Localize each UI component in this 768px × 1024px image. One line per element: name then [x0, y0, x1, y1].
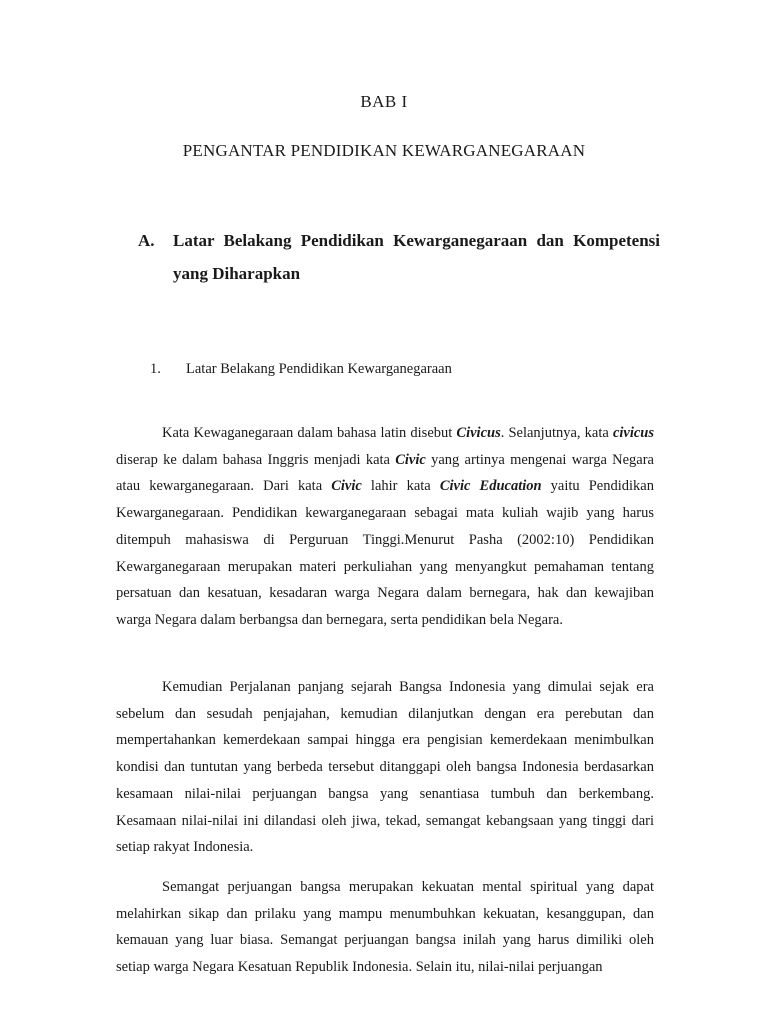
- paragraph-1: [116, 420, 654, 634]
- section-title: Latar Belakang Pendidikan Kewarganegaraan dan Kompetensi yang Diharapkan: [173, 231, 660, 283]
- p1-term-civic-2: Civic: [331, 478, 362, 495]
- p1-term-civic-education: Civic Education: [439, 478, 542, 495]
- p1-term-civicus-1: Civicus: [456, 425, 501, 441]
- chapter-label: BAB I: [360, 92, 408, 111]
- p1-text-2: . Selanjutnya, kata: [500, 425, 613, 441]
- p1-text-3: diserap ke dalam bahasa Inggris menjadi kata: [116, 451, 396, 468]
- section-letter: A.: [138, 231, 155, 250]
- subsection-number: 1.: [150, 361, 161, 377]
- subsection-title: Latar Belakang Pendidikan Kewarganegaraan: [186, 361, 452, 377]
- section-heading: [138, 224, 660, 290]
- chapter-title: PENGANTAR PENDIDIKAN KEWARGANEGARAAN: [182, 141, 586, 160]
- paragraph-2: [116, 674, 654, 861]
- p1-term-civicus-2: civicus: [612, 425, 655, 441]
- p1-term-civic-1: Civic: [395, 451, 426, 468]
- p1-text-5: lahir kata: [361, 478, 440, 495]
- p2-text: Kemudian Perjalanan panjang sejarah Bangsa Indonesia yang dimulai sejak era sebelum dan sesudah penjajahan, kemudian dilanjutkan dengan era perebutan dan mempertahankan kemerdekaan sampai hingga era pengisian kemerdekaan menimbulkan kondisi dan tuntutan yang berbeda tersebut ditanggapi oleh bangsa Indonesia berdasarkan kesamaan nilai-nilai perjuangan bangsa yang senantiasa tumbuh dan berkembang. Kesamaan nilai-nilai ini dilandasi oleh jiwa, tekad, semangat kebangsaan yang tinggi dari setiap rakyat Indonesia.: [116, 679, 654, 856]
- subsection-heading: [150, 361, 452, 378]
- paragraph-3: [116, 874, 654, 981]
- p1-text-1: Kata Kewaganegaraan dalam bahasa latin disebut: [162, 425, 457, 441]
- p1-text-6: yaitu Pendidikan Kewarganegaraan. Pendidikan kewarganegaraan sebagai mata kuliah wajib yang harus ditempuh mahasiswa di Perguruan Tinggi.Menurut Pasha (2002:10) Pendidikan Kewarganegaraan merupakan materi perkuliahan yang menyangkut pemahaman tentang persatuan dan kesatuan, kesadaran warga Negara dalam bernegara, hak dan kewajiban warga Negara dalam berbangsa dan bernegara, serta pendidikan bela Negara.: [116, 478, 654, 628]
- p1-text-4: yang artinya mengenai warga Negara atau kewarganegaraan. Dari kata: [116, 451, 654, 495]
- p3-text: Semangat perjuangan bangsa merupakan kekuatan mental spiritual yang dapat melahirkan sikap dan prilaku yang mampu menumbuhkan kekuatan, kesanggupan, dan kemauan yang luar biasa. Semangat perjuangan bangsa inilah yang harus dimiliki oleh setiap warga Negara Kesatuan Republik Indonesia. Selain itu, nilai-nilai perjuangan: [116, 879, 654, 976]
